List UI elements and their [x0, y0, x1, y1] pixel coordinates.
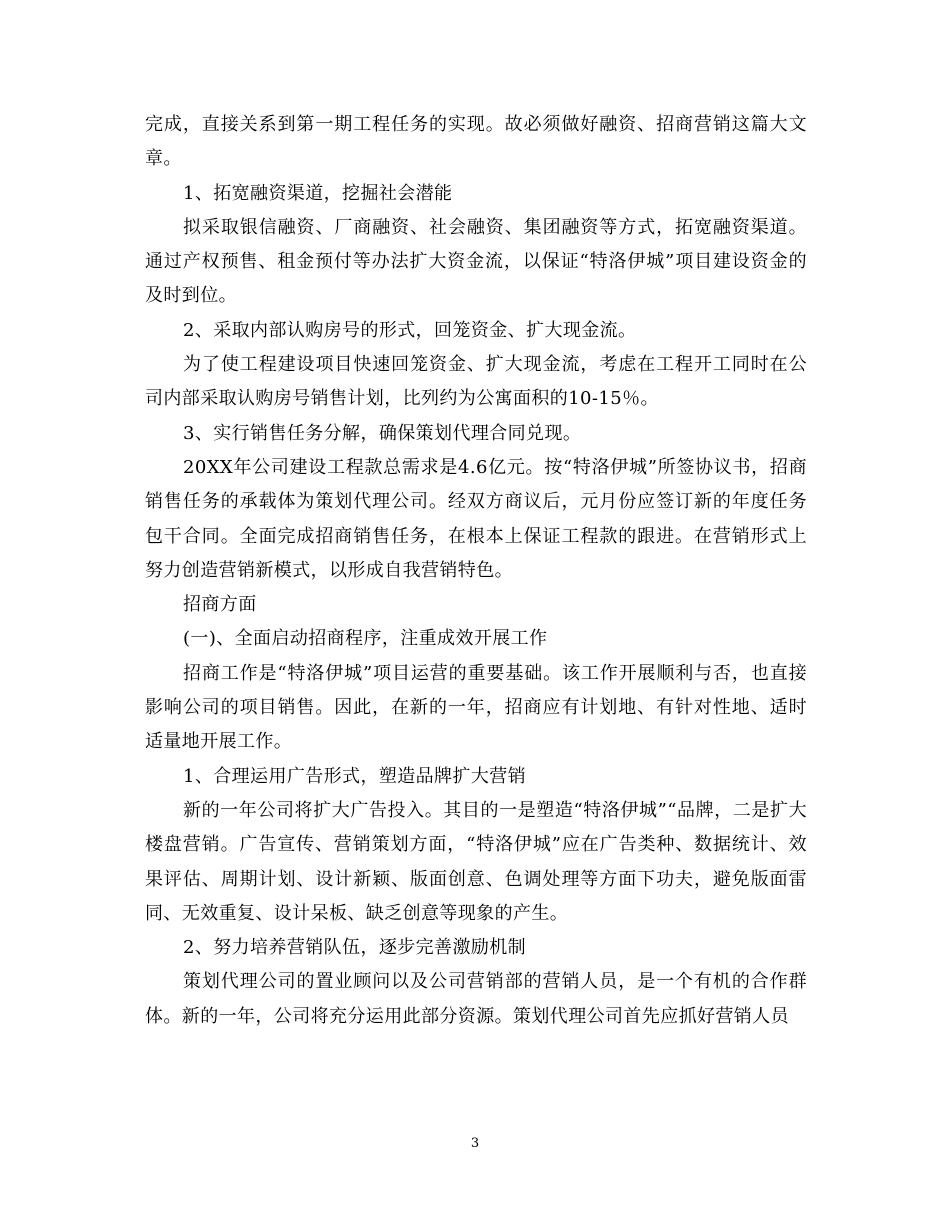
paragraph: 策划代理公司的置业顾问以及公司营销部的营销人员，是一个有机的合作群体。新的一年，公司将充分运用此部分资源。策划代理公司首先应抓好营销人员 [145, 971, 807, 1027]
section-heading: 2、采取内部认购房号的形式，回笼资金、扩大现金流。 [183, 319, 637, 341]
paragraph: 20XX年公司建设工程款总需求是4.6亿元。按“特洛伊城”所签协议书，招商销售任务的承载体为策划代理公司。经双方商议后，元月份应签订新的年度任务包干合同。全面完成招商销售任务，在根本上保证工程款的跟进。在营销形式上努力创造营销新模式，以形成自我营销特色。 [145, 456, 807, 581]
paragraph: 完成，直接关系到第一期工程任务的实现。故必须做好融资、招商营销这篇大文章。 [145, 114, 807, 170]
section-heading: 1、合理运用广告形式，塑造品牌扩大营销 [183, 765, 527, 787]
page-number: 3 [470, 1136, 480, 1151]
section-heading: (一)、全面启动招商程序，注重成效开展工作 [183, 628, 548, 650]
paragraph: 新的一年公司将扩大广告投入。其目的一是塑造“特洛伊城”“品牌，二是扩大楼盘营销。广告宣传、营销策划方面，“特洛伊城”应在广告类种、数据统计、效果评估、周期计划、设计新颖、版面创意、色调处理等方面下功夫，避免版面雷同、无效重复、设计呆板、缺乏创意等现象的产生。 [145, 799, 807, 924]
paragraph: 拟采取银信融资、厂商融资、社会融资、集团融资等方式，拓宽融资渠道。通过产权预售、租金预付等办法扩大资金流，以保证“特洛伊城”项目建设资金的及时到位。 [145, 216, 807, 307]
section-heading: 1、拓宽融资渠道，挖掘社会潜能 [183, 182, 453, 204]
section-heading: 2、努力培养营销队伍，逐步完善激励机制 [183, 937, 527, 959]
section-heading: 招商方面 [183, 594, 257, 616]
paragraph: 为了使工程建设项目快速回笼资金、扩大现金流，考虑在工程开工同时在公司内部采取认购房号销售计划，比列约为公寓面积的10-15％。 [145, 354, 807, 410]
paragraph: 招商工作是“特洛伊城”项目运营的重要基础。该工作开展顺利与否，也直接影响公司的项目销售。因此，在新的一年，招商应有计划地、有针对性地、适时适量地开展工作。 [145, 662, 807, 753]
document-body [145, 108, 807, 1034]
section-heading: 3、实行销售任务分解，确保策划代理合同兑现。 [183, 422, 582, 444]
